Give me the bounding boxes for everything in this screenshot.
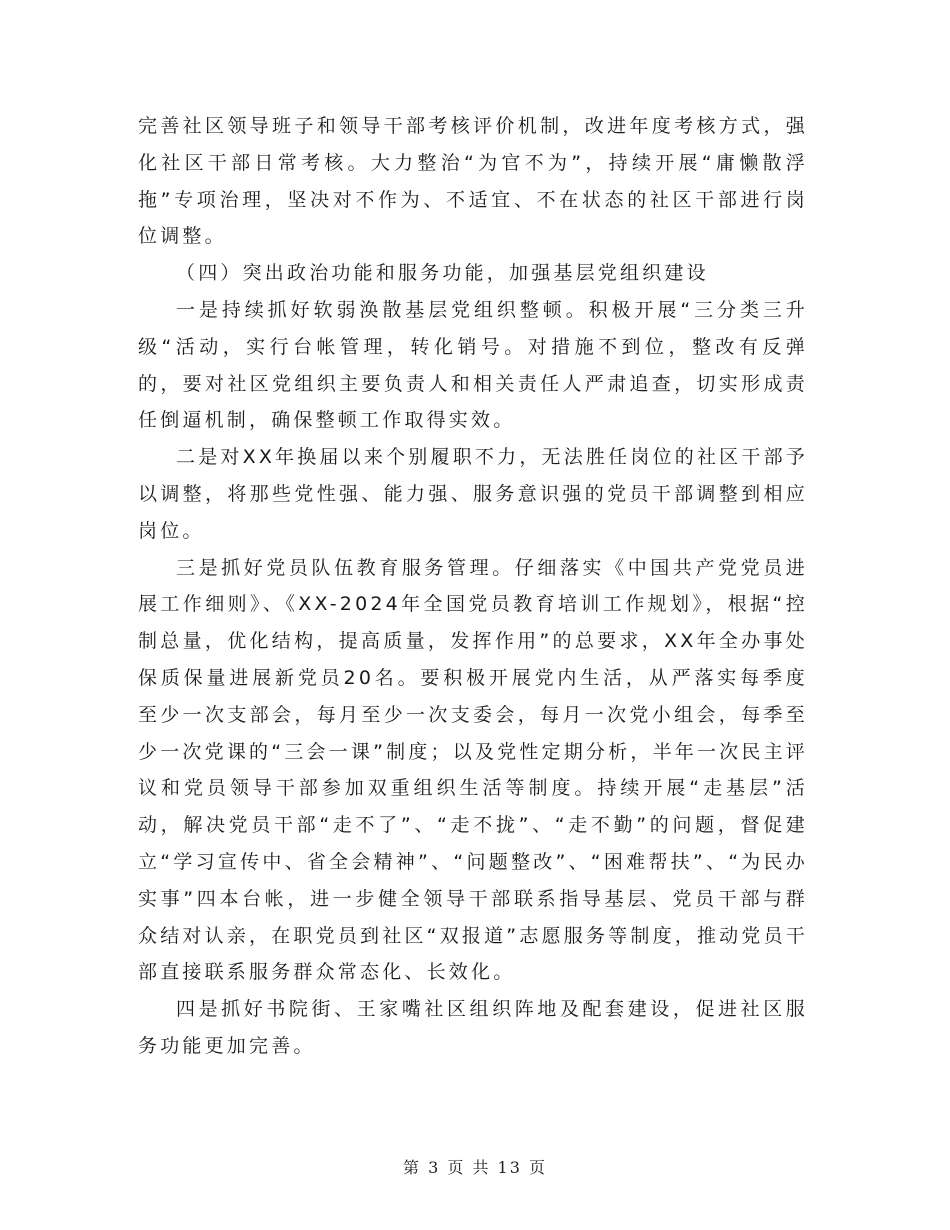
paragraph-item-one: 一是持续抓好软弱涣散基层党组织整顿。积极开展“三分类三升级“活动，实行台帐管理，转化销号。对措施不到位，整改有反弹的，要对社区党组织主要负责人和相关责任人严肃追查，切实形成责任倒逼机制，确保整顿工作取得实效。 <box>138 298 808 432</box>
paragraph-item-two: 二是对XX年换届以来个别履职不力，无法胜任岗位的社区干部予以调整，将那些党性强、能力强、服务意识强的党员干部调整到相应岗位。 <box>138 446 808 542</box>
paragraph-continuation: 完善社区领导班子和领导干部考核评价机制，改进年度考核方式，强化社区干部日常考核。大力整治“为官不为”，持续开展“庸懒散浮拖”专项治理，坚决对不作为、不适宜、不在状态的社区干部进行岗位调整。 <box>138 115 808 248</box>
section-heading-four: （四）突出政治功能和服务功能，加强基层党组织建设 <box>176 262 709 285</box>
paragraph-item-four: 四是抓好书院街、王家嘴社区组织阵地及配套建设，促进社区服务功能更加完善。 <box>138 998 808 1057</box>
paragraph-item-three: 三是抓好党员队伍教育服务管理。仔细落实《中国共产党党员进展工作细则》、《XX-2024年全国党员教育培训工作规划》，根据“控制总量，优化结构，提高质量，发挥作用”的总要求，XX年全办事处保质保量进展新党员20名。要积极开展党内生活，从严落实每季度至少一次支部会，每月至少一次支委会，每月一次党小组会，每季至少一次党课的“三会一课”制度；以及党性定期分析，半年一次民主评议和党员领导干部参加双重组织生活等制度。持续开展“走基层”活动，解决党员干部“走不了”、“走不拢”、“走不勤”的问题，督促建立“学习宣传中、省全会精神”、“问题整改”、“困难帮扶”、“为民办实事”四本台帐，进一步健全领导干部联系指导基层、党员干部与群众结对认亲，在职党员到社区“双报道”志愿服务等制度，推动党员干部直接联系服务群众常态化、长效化。 <box>138 556 808 984</box>
page-number-footer: 第 3 页 共 13 页 <box>403 1158 547 1177</box>
document-body <box>138 108 808 1065</box>
